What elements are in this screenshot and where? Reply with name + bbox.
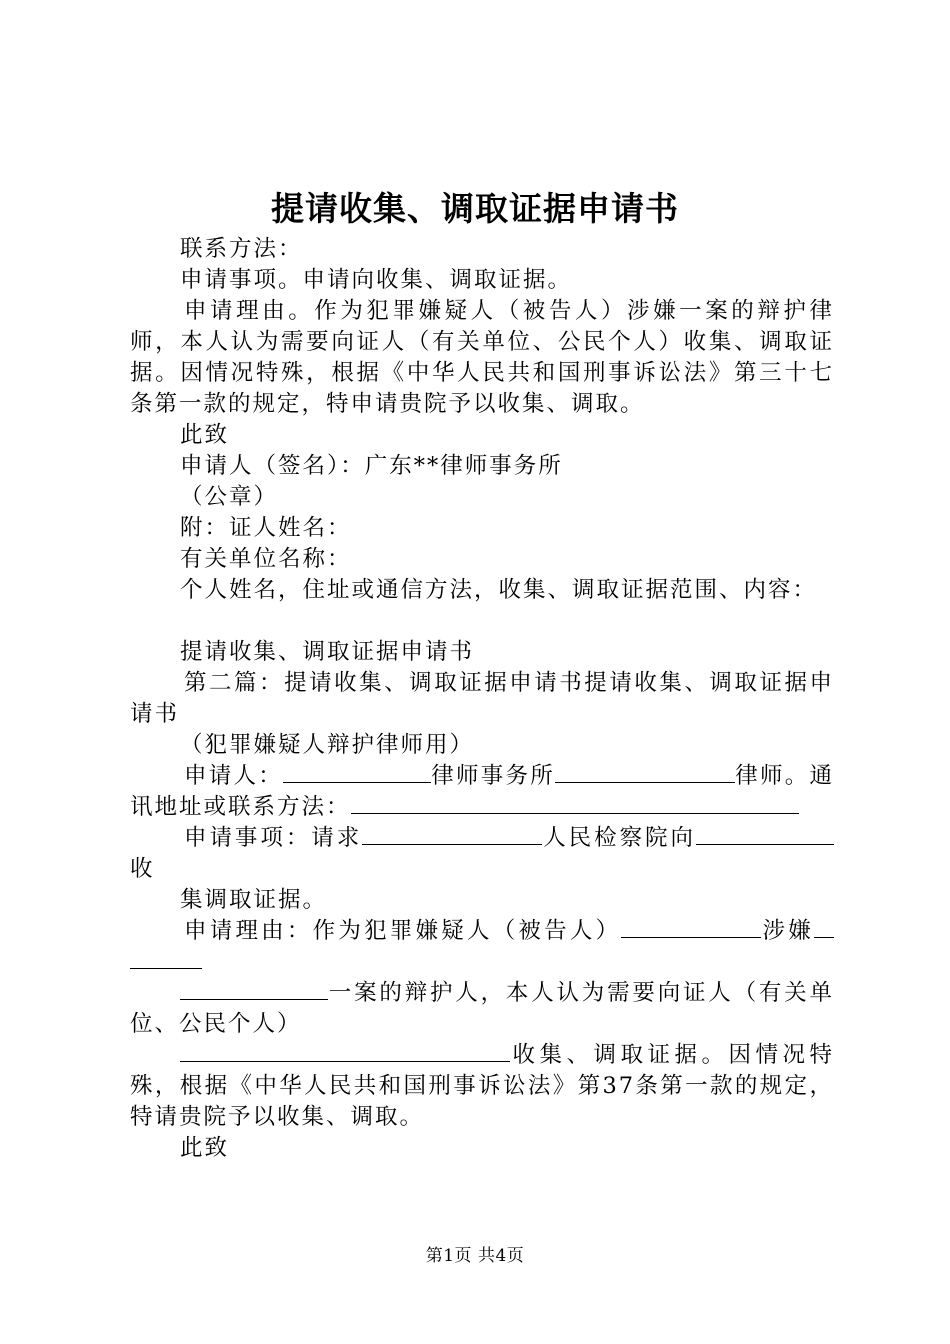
personal-paragraph: 个人姓名，住址或通信方法，收集、调取证据范围、内容： [180, 577, 818, 603]
unit-paragraph: 有关单位名称： [180, 546, 352, 572]
form-reason-paragraph [130, 916, 834, 978]
lawyer-blank [555, 762, 735, 783]
form-law-paragraph [130, 1040, 834, 1133]
address-blank [351, 793, 791, 814]
form-lawfirm-label: 律师事务所 [431, 763, 555, 789]
charge-blank [814, 917, 834, 938]
page-footer: 第1页 共4页 [425, 1246, 525, 1266]
form-salutation-paragraph: 此致 [180, 1135, 230, 1161]
suspect-blank [621, 917, 761, 938]
document-title: 提请收集、调取证据申请书 [271, 189, 679, 228]
form-law-text: 收集、调取证据。因情况特殊，根据《中华人民共和国刑事诉讼法》第37条第一款的规定，特请贵院予以收集、调取。 [130, 1042, 834, 1130]
matter-paragraph: 申请事项。申请向收集、调取证据。 [180, 267, 573, 293]
lawfirm-blank [283, 762, 431, 783]
for-lawyer-paragraph: （犯罪嫌疑人辩护律师用） [180, 732, 475, 758]
form-applicant-label: 申请人： [184, 763, 283, 789]
form-reason-label: 申请理由：作为犯罪嫌疑人（被告人） [184, 918, 622, 944]
witness-name-blank [180, 1041, 510, 1062]
form-matter-paragraph [130, 823, 834, 885]
form-collect-paragraph: 集调取证据。 [180, 887, 328, 913]
form-case-paragraph [130, 978, 834, 1040]
repeat-title-paragraph: 提请收集、调取证据申请书 [180, 639, 475, 665]
charge-blank-tail [130, 948, 202, 969]
form-case-label: 一案的辩护人，本人认为需要向证人（有关单位、公民个人） [130, 980, 834, 1037]
form-collect-label: 收 [130, 856, 155, 882]
address-blank-tail [791, 793, 799, 814]
form-matter-label: 申请事项：请求 [184, 825, 363, 851]
seal-paragraph: （公章） [180, 484, 279, 510]
form-applicant-paragraph [130, 761, 834, 823]
second-part-paragraph: 第二篇：提请收集、调取证据申请书提请收集、调取证据申请书 [130, 670, 834, 727]
salutation-paragraph: 此致 [180, 422, 230, 448]
form-procuratorate-label: 人民检察院向 [542, 825, 696, 851]
document-body [130, 234, 834, 1164]
attachment-paragraph: 附：证人姓名： [180, 515, 352, 541]
form-lawyer-label: 律师。通讯地址或联系方法： [130, 763, 834, 820]
witness-blank [696, 824, 834, 845]
applicant-paragraph: 申请人（签名）：广东**律师事务所 [180, 453, 563, 479]
reason-paragraph: 申请理由。作为犯罪嫌疑人（被告人）涉嫌一案的辩护律师，本人认为需要向证人（有关单位、公民个人）收集、调取证据。因情况特殊，根据《中华人民共和国刑事诉讼法》第三十七条第一款的规定，特申请贵院予以收集、调取。 [130, 298, 834, 417]
form-suspected-label: 涉嫌 [761, 918, 814, 944]
procuratorate-blank [362, 824, 542, 845]
case-blank [180, 979, 328, 1000]
contact-paragraph: 联系方法： [180, 236, 303, 262]
